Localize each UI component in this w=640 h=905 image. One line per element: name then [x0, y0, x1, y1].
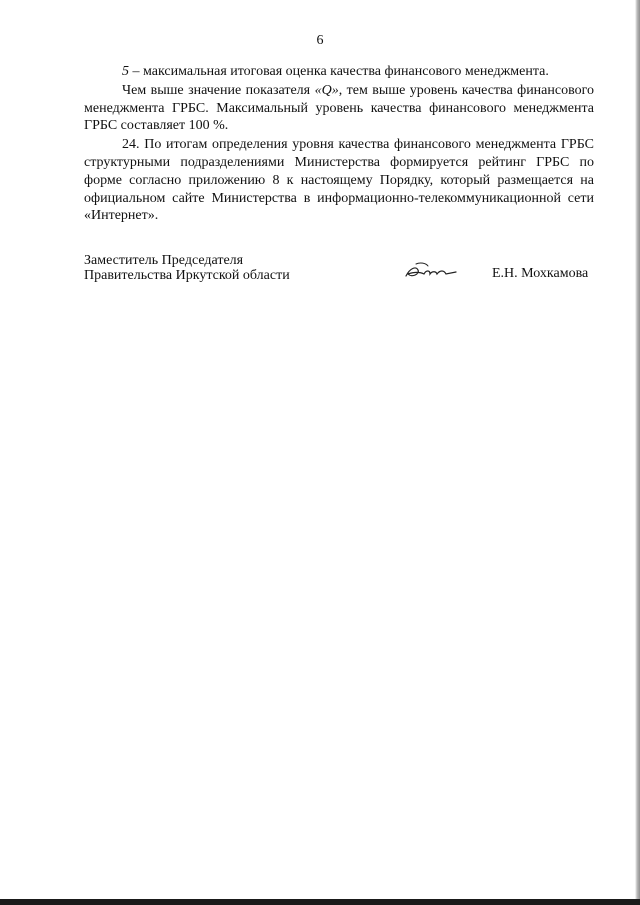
- paragraph-indicator-after: , тем выше уровень качества финансового менеджмента ГРБС. Максимальный уровень качества финансового менеджмента ГРБС составляет 100 %.: [84, 82, 595, 134]
- signatory-position: [84, 253, 290, 283]
- paragraph-indicator-symbol: «Q»: [314, 82, 339, 98]
- paragraph-indicator-before: Чем выше значение показателя: [122, 82, 315, 98]
- page-number: 6: [316, 33, 324, 48]
- paragraph-indicator: [84, 82, 594, 135]
- paragraph-max-score-text: – максимальная итоговая оценка качества финансового менеджмента.: [129, 64, 549, 79]
- paragraph-max-score: [84, 63, 594, 81]
- signatory-position-line2: Правительства Иркутской области: [84, 268, 290, 283]
- paragraph-24-rating: 24. По итогам определения уровня качества финансового менеджмента ГРБС структурными подразделениями Министерства формируется рейтинг ГРБС по форме согласно приложению 8 к настоящему Порядку, который размещается на официальном сайте Министерства в информационно-телекоммуникационной сети «Интернет».: [84, 137, 594, 224]
- signatory-position-line1: Заместитель Председателя: [84, 253, 244, 268]
- handwritten-signature-icon: [400, 258, 460, 282]
- paragraph-max-score-lead: 5: [122, 64, 129, 79]
- scan-right-edge: [635, 0, 640, 905]
- document-body: [84, 63, 594, 226]
- scan-bottom-edge: [0, 899, 640, 905]
- signatory-name: Е.Н. Мохкамова: [492, 266, 589, 281]
